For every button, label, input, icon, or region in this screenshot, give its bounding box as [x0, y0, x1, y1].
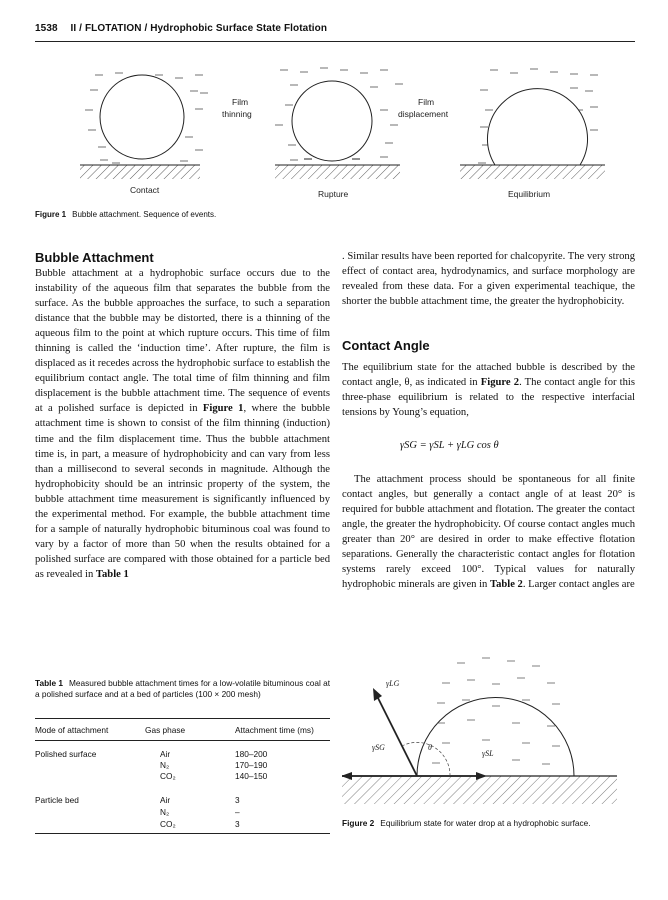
- label-gamma-sl: γSL: [482, 749, 494, 758]
- youngs-equation: γSG = γSL + γLG cos θ: [400, 440, 499, 451]
- figure-2-caption-text: Equilibrium state for water drop at a hydrophobic surface.: [380, 818, 591, 828]
- rupture-stage: [275, 81, 400, 179]
- contact-stage: [80, 75, 200, 179]
- figure-1-label: Figure 1: [35, 210, 67, 219]
- figure-2-caption: [342, 818, 617, 829]
- surface-equilibrium: [460, 165, 605, 179]
- table-top-rule: [35, 718, 330, 719]
- ca-table2-ref: Table 2: [489, 579, 523, 591]
- figure-2-diagram: [342, 628, 617, 818]
- ba-body-end: . Similar results have been reported for chalcopyrite. The very strong effect of contact area, hydrodynamics, and surface morphology are revealed from these data. For a given experimental teachique, the shorter the bubble attachment time, the greater the hydrophobicity.: [342, 251, 635, 308]
- equilibrium-stage: [460, 89, 605, 179]
- water-drop: [417, 698, 574, 777]
- table-cell: 180–200: [235, 749, 268, 759]
- ba-table1-ref: Table 1: [95, 568, 129, 580]
- table-row: Particle bed: [35, 795, 79, 805]
- bubble-equilibrium: [488, 89, 588, 165]
- figure-2-label: Figure 2: [342, 818, 375, 828]
- table-header-rule: [35, 740, 330, 741]
- ba-fig1-ref: Figure 1: [202, 403, 244, 415]
- ca-fig2-ref: Figure 2: [480, 377, 520, 389]
- page-number: 1538: [35, 23, 58, 34]
- contact-angle-p2: [342, 472, 635, 592]
- label-film-displacement-1: Film: [418, 97, 435, 107]
- ca-p2-a: The attachment process should be spontaneous for all finite contact angles, but generally a contact angle of at least 20° is required for bubble attachment and flotation. The greater the contact angle, the greater the hydrophobicity. Of course contact angles much greater than 20° are desired in order to make effective flotation separations. Generally the characteristic contact angles for flotation systems rarely exceed 100°. Typical values for naturally hydrophobic minerals are given in: [342, 474, 635, 591]
- table-cell: CO₂: [160, 771, 176, 781]
- table-header-mode: Mode of attachment: [35, 725, 109, 735]
- figure-1-caption: [35, 210, 216, 219]
- table-header-time: Attachment time (ms): [235, 725, 314, 735]
- label-rupture: Rupture: [318, 189, 349, 199]
- table-cell: CO₂: [160, 819, 176, 829]
- table-header-gas: Gas phase: [145, 725, 186, 735]
- ca-p1-a: The equilibrium state for the attached bubble is described by the contact angle, θ, as indicated in: [342, 362, 635, 389]
- surface-rupture: [275, 165, 400, 179]
- ca-p2-b: . Larger contact angles are: [522, 579, 635, 591]
- label-gamma-lg: γLG: [386, 679, 400, 688]
- table-cell: Air: [160, 795, 171, 805]
- ba-body-pre: Bubble attachment at a hydrophobic surface occurs due to the instability of the aqueous film that separates the bubble from the surface. As the bubble approaches the surface, to such a separation distance that the bubble may be distorted, there is a thinning of the aqueous film to the point at which rupture occurs. This time of film thinning is called the ‘induction time’. After rupture, the film is displaced as it recedes across the hydrophobic surface to establish the equilibrium contact angle. The total time of film thinning and film displacement is the bubble attachment time. The sequence of events at a polished surface is depicted in: [35, 268, 330, 415]
- table-cell: Air: [160, 749, 171, 759]
- bubble-contact: [100, 75, 184, 159]
- contact-angle-p1: [342, 360, 635, 420]
- label-theta: θ: [428, 743, 432, 752]
- surface-contact: [80, 165, 200, 179]
- header-rule: [35, 41, 635, 42]
- figure-1-caption-text: Bubble attachment. Sequence of events.: [72, 210, 217, 219]
- heading-bubble-attachment: Bubble Attachment: [35, 250, 154, 265]
- table-cell: 3: [235, 795, 240, 805]
- table-1-caption: [35, 678, 330, 700]
- table-cell: N₂: [160, 807, 170, 817]
- table-1-caption-text: Measured bubble attachment times for a low-volatile bituminous coal at a polished surface and at a bed of particles (100 × 200 mesh): [35, 678, 331, 700]
- bubble-attachment-body: [35, 266, 330, 582]
- bubble-rupture: [292, 81, 372, 161]
- ca-p1-b: . The contact angle for this three-phase equilibrium is related to the respective interfacial tensions by Young’s equation,: [342, 377, 635, 419]
- table-row: Polished surface: [35, 749, 97, 759]
- label-film-displacement-2: displacement: [398, 109, 449, 119]
- right-column-continuation: [342, 249, 635, 309]
- label-film-thinning-2: thinning: [222, 109, 252, 119]
- table-1-label: Table 1: [35, 678, 63, 688]
- running-header: [35, 23, 635, 34]
- label-contact: Contact: [130, 185, 160, 195]
- running-title: II / FLOTATION / Hydrophobic Surface State Flotation: [70, 23, 328, 34]
- label-gamma-sg: γSG: [372, 743, 385, 752]
- table-1: [35, 718, 330, 838]
- ba-body-post: , where the bubble attachment time is shown to consist of the film thinning (induction) time and the film displacement time. Thus the bubble attachment time is, in part, a measure of hydrophobicity and can vary from less than a millisecond to several seconds in magnitude. Although the hydrophobicity should be an intrinsic property of the system, the bubble attachment time measurement is significantly influenced by the experimental method. For example, the bubble attachment time for a sample of naturally hydrophobic bituminous coal was found to vary by a factor of more than 50 when the results obtained for a polished surface are compared with those obtained for a particle bed as revealed in: [35, 403, 330, 580]
- label-equilibrium: Equilibrium: [508, 189, 551, 199]
- table-bottom-rule: [35, 833, 330, 834]
- table-cell: –: [235, 807, 240, 817]
- table-cell: N₂: [160, 760, 170, 770]
- gamma-lg-vector: [377, 696, 417, 776]
- figure-1-diagram: [50, 55, 630, 205]
- table-cell: 3: [235, 819, 240, 829]
- table-cell: 170–190: [235, 760, 268, 770]
- label-film-thinning-1: Film: [232, 97, 249, 107]
- solid-surface: [342, 776, 617, 804]
- table-cell: 140–150: [235, 771, 268, 781]
- heading-contact-angle: Contact Angle: [342, 338, 430, 353]
